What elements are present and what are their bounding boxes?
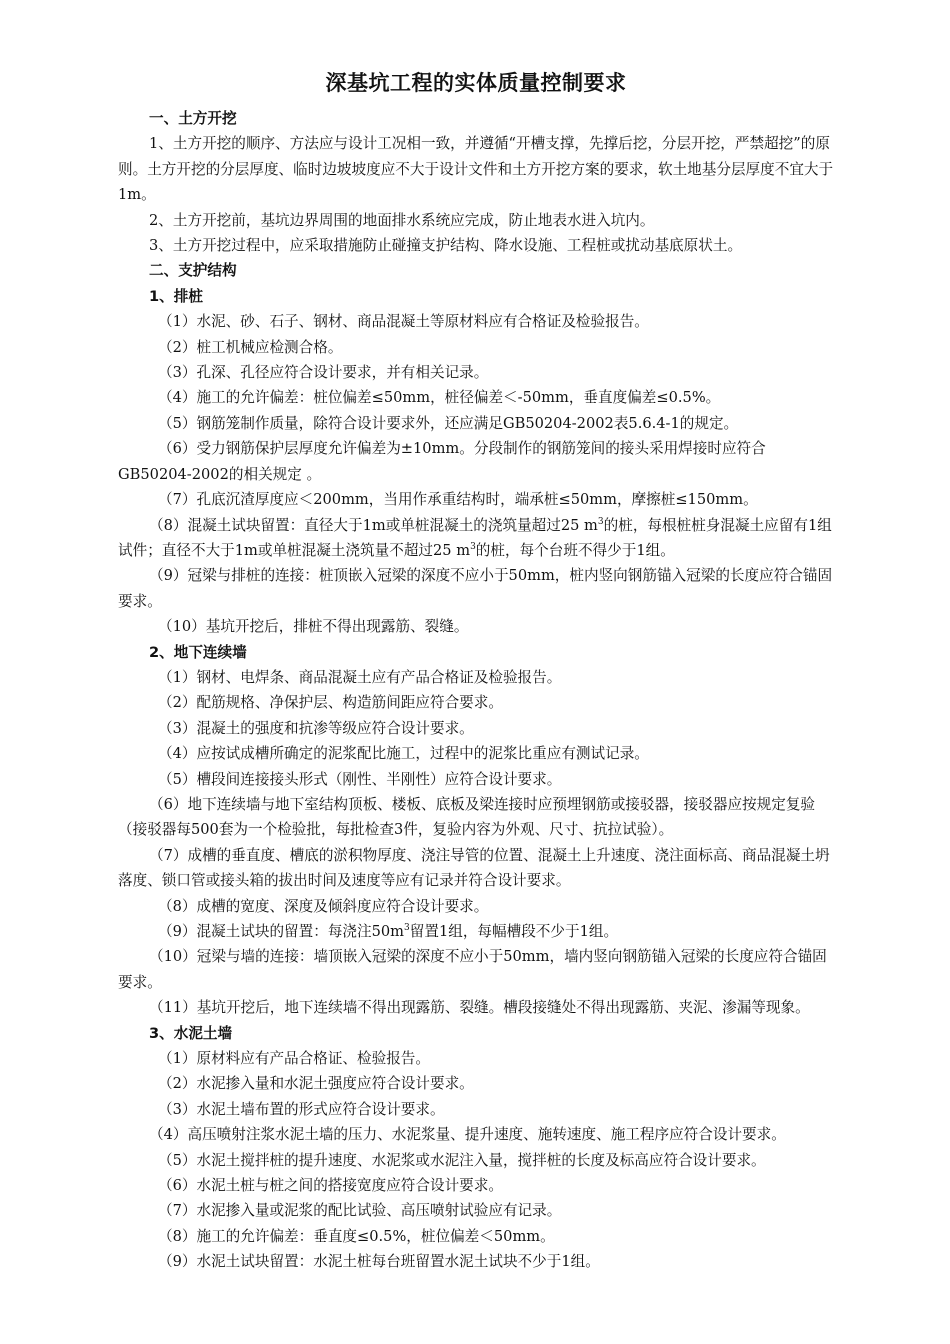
list-item: （5）水泥土搅拌桩的提升速度、水泥浆或水泥注入量，搅拌桩的长度及标高应符合设计要求。 xyxy=(158,1151,766,1169)
list-item: （6）水泥土桩与桩之间的搭接宽度应符合设计要求。 xyxy=(158,1177,503,1195)
subsection-heading-cement-soil-wall: 3、水泥土墙 xyxy=(149,1024,233,1042)
text-run: 的桩，每个台班不得少于1组。 xyxy=(475,541,675,559)
list-item: （7）孔底沉渣厚度应＜200mm，当用作承重结构时，端承桩≤50mm，摩擦桩≤150mm。 xyxy=(158,491,758,509)
list-item: （4）高压喷射注浆水泥土墙的压力、水泥浆量、提升速度、施转速度、施工程序应符合设计要求。 xyxy=(149,1126,786,1144)
list-item: （5）槽段间连接接头形式（刚性、半刚性）应符合设计要求。 xyxy=(158,770,562,788)
document-page xyxy=(118,68,834,1275)
paragraph: 2、土方开挖前，基坑边界周围的地面排水系统应完成，防止地表水进入坑内。 xyxy=(149,211,655,229)
list-item: （7）成槽的垂直度、槽底的淤积物厚度、浇注导管的位置、混凝土上升速度、浇注面标高、商品混凝土坍落度、锁口管或接头箱的拔出时间及速度等应有记录并符合设计要求。 xyxy=(118,846,830,890)
superscript: 3 xyxy=(470,542,476,553)
list-item: （4）施工的允许偏差：桩位偏差≤50mm，桩径偏差＜-50mm，垂直度偏差≤0.5%。 xyxy=(158,389,721,407)
list-item: （2）配筋规格、净保护层、构造筋间距应符合要求。 xyxy=(158,694,503,712)
list-item: （3）孔深、孔径应符合设计要求，并有相关记录。 xyxy=(158,364,489,382)
list-item: （11）基坑开挖后，地下连续墙不得出现露筋、裂缝。槽段接缝处不得出现露筋、夹泥、渗漏等现象。 xyxy=(149,999,810,1017)
subsection-heading-piles: 1、排桩 xyxy=(149,287,203,305)
superscript: 3 xyxy=(404,923,410,934)
list-item: （2）水泥掺入量和水泥土强度应符合设计要求。 xyxy=(158,1075,474,1093)
list-item: （1）水泥、砂、石子、钢材、商品混凝土等原材料应有合格证及检验报告。 xyxy=(158,313,649,331)
list-item: （3）混凝土的强度和抗渗等级应符合设计要求。 xyxy=(158,719,474,737)
paragraph: 1、土方开挖的顺序、方法应与设计工况相一致，并遵循“开槽支撑，先撑后挖，分层开挖，严禁超挖”的原则。土方开挖的分层厚度、临时边坡坡度应不大于设计文件和土方开挖方案的要求，软土地基分层厚度不宜大于1m。 xyxy=(118,135,834,204)
list-item: （4）应按试成槽所确定的泥浆配比施工，过程中的泥浆比重应有测试记录。 xyxy=(158,745,649,763)
list-item: （5）钢筋笼制作质量，除符合设计要求外，还应满足GB50204-2002表5.6.4-1的规定。 xyxy=(158,414,739,432)
list-item xyxy=(118,513,834,564)
list-item: （6）受力钢筋保护层厚度允许偏差为±10mm。分段制作的钢筋笼间的接头采用焊接时应符合GB50204-2002的相关规定 。 xyxy=(118,440,766,483)
list-item xyxy=(118,919,834,944)
list-item: （10）基坑开挖后，排桩不得出现露筋、裂缝。 xyxy=(158,618,469,636)
section-heading-earthwork: 一、土方开挖 xyxy=(149,110,237,127)
paragraph: 3、土方开挖过程中，应采取措施防止碰撞支护结构、降水设施、工程桩或扰动基底原状土。 xyxy=(149,237,743,255)
text-run: （9）混凝土试块的留置：每浇注50m xyxy=(158,923,405,940)
superscript: 3 xyxy=(597,516,604,527)
list-item: （10）冠梁与墙的连接：墙顶嵌入冠梁的深度不应小于50mm，墙内竖向钢筋锚入冠梁的长度应符合锚固要求。 xyxy=(118,948,827,991)
text-run: 的桩，每根桩桩身混凝土应留有1组试件；直径不大于1m或单桩混凝土浇筑量不超过25 m xyxy=(118,516,832,559)
list-item: （9）冠梁与排桩的连接：桩顶嵌入冠梁的深度不应小于50mm，桩内竖向钢筋锚入冠梁的长度应符合锚固要求。 xyxy=(118,567,833,610)
subsection-heading-diaphragm-wall: 2、地下连续墙 xyxy=(149,643,247,661)
list-item: （6）地下连续墙与地下室结构顶板、楼板、底板及梁连接时应预埋钢筋或接驳器，接驳器应按规定复验（接驳器每500套为一个检验批，每批检查3件，复验内容为外观、尺寸、抗拉试验）。 xyxy=(118,795,816,839)
list-item: （2）桩工机械应检测合格。 xyxy=(158,338,343,356)
text-run: 留置1组，每幅槽段不少于1组。 xyxy=(409,923,619,940)
list-item: （3）水泥土墙布置的形式应符合设计要求。 xyxy=(158,1100,445,1118)
section-heading-support: 二、支护结构 xyxy=(149,262,237,280)
list-item: （9）水泥土试块留置：水泥土桩每台班留置水泥土试块不少于1组。 xyxy=(158,1253,600,1271)
list-item: （8）成槽的宽度、深度及倾斜度应符合设计要求。 xyxy=(158,897,489,915)
document-title: 深基坑工程的实体质量控制要求 xyxy=(325,71,627,95)
list-item: （1）钢材、电焊条、商品混凝土应有产品合格证及检验报告。 xyxy=(158,668,562,686)
list-item: （8）施工的允许偏差：垂直度≤0.5%，桩位偏差＜50mm。 xyxy=(158,1227,555,1245)
list-item: （1）原材料应有产品合格证、检验报告。 xyxy=(158,1050,430,1068)
list-item: （7）水泥掺入量或泥浆的配比试验、高压喷射试验应有记录。 xyxy=(158,1202,562,1220)
text-run: （8）混凝土试块留置：直径大于1m或单桩混凝土的浇筑量超过25 m xyxy=(149,516,598,534)
